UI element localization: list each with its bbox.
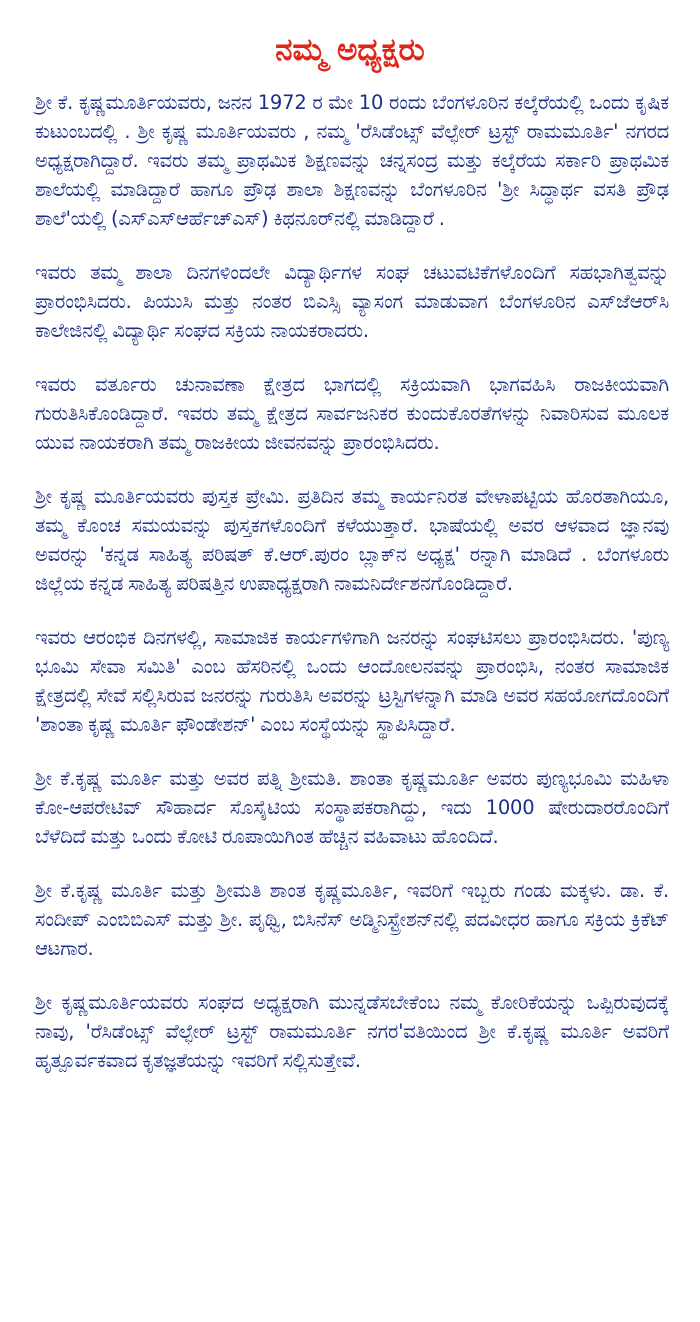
paragraph-birth-education: ಶ್ರೀ ಕೆ. ಕೃಷ್ಣಮೂರ್ತಿಯವರು, ಜನನ 1972 ರ ಮೇ 10 ರಂದು ಬೆಂಗಳೂರಿನ ಕಲ್ಕೆರೆಯಲ್ಲಿ ಒಂದು ಕೃಷಿಕ ಕುಟುಂಬದಲ್ಲಿ . ಶ್ರೀ ಕೃಷ್ಣ ಮೂರ್ತಿಯವರು , ನಮ್ಮ 'ರೆಸಿಡೆಂಟ್ಸ್ ವೆಲ್ಫೇರ್ ಟ್ರಸ್ಟ್ ರಾಮಮೂರ್ತಿ' ನಗರದ ಅಧ್ಯಕ್ಷರಾಗಿದ್ದಾರೆ. ಇವರು ತಮ್ಮ ಪ್ರಾಥಮಿಕ ಶಿಕ್ಷಣವನ್ನು ಚನ್ನಸಂದ್ರ ಮತ್ತು ಕಲ್ಕೆರೆಯ ಸರ್ಕಾರಿ ಪ್ರಾಥಮಿಕ ಶಾಲೆಯಲ್ಲಿ ಮಾಡಿದ್ದಾರೆ ಹಾಗೂ ಪ್ರೌಢ ಶಾಲಾ ಶಿಕ್ಷಣವನ್ನು ಬೆಂಗಳೂರಿನ 'ಶ್ರೀ ಸಿದ್ಧಾರ್ಥ ವಸತಿ ಪ್ರೌಢ ಶಾಲೆ'ಯಲ್ಲಿ (ಎಸ್ಎಸ್ಆರ್ಹೆಚ್ಎಸ್) ಕಿಥನೂರ್‌ನಲ್ಲಿ ಮಾಡಿದ್ದಾರೆ . [35, 91, 669, 230]
paragraph-student-union: ಇವರು ತಮ್ಮ ಶಾಲಾ ದಿನಗಳಿಂದಲೇ ವಿದ್ಯಾರ್ಥಿಗಳ ಸಂಘ ಚಟುವಟಿಕೆಗಳೊಂದಿಗೆ ಸಹಭಾಗಿತ್ವವನ್ನು ಪ್ರಾರಂಭಿಸಿದರು. ಪಿಯುಸಿ ಮತ್ತು ನಂತರ ಬಿಎಸ್ಸಿ ವ್ಯಾಸಂಗ ಮಾಡುವಾಗ ಬೆಂಗಳೂರಿನ ಎಸ್‌ಜೆಆರ್‌ಸಿ ಕಾಲೇಜಿನಲ್ಲಿ ವಿದ್ಯಾರ್ಥಿ ಸಂಘದ ಸಕ್ರಿಯ ನಾಯಕರಾದರು. [35, 261, 669, 342]
page-title: ನಮ್ಮ ಅಧ್ಯಕ್ಷರು [275, 32, 425, 68]
paragraph-family: ಶ್ರೀ ಕೆ.ಕೃಷ್ಣ ಮೂರ್ತಿ ಮತ್ತು ಶ್ರೀಮತಿ ಶಾಂತ ಕೃಷ್ಣಮೂರ್ತಿ, ಇವರಿಗೆ ಇಬ್ಬರು ಗಂಡು ಮಕ್ಕಳು. ಡಾ. ಕೆ. ಸಂದೀಪ್ ಎಂಬಿಬಿಎಸ್ ಮತ್ತು ಶ್ರೀ. ಪೃಥ್ವಿ, ಬಿಸಿನೆಸ್ ಅಡ್ಮಿನಿಸ್ಟ್ರೇಶನ್‌ನಲ್ಲಿ ಪದವೀಧರ ಹಾಗೂ ಸಕ್ರಿಯ ಕ್ರಿಕೆಟ್ ಆಟಗಾರ. [35, 879, 669, 960]
paragraph-politics: ಇವರು ವರ್ತೂರು ಚುನಾವಣಾ ಕ್ಷೇತ್ರದ ಭಾಗದಲ್ಲಿ ಸಕ್ರಿಯವಾಗಿ ಭಾಗವಹಿಸಿ ರಾಜಕೀಯವಾಗಿ ಗುರುತಿಸಿಕೊಂಡಿದ್ದಾರೆ. ಇವರು ತಮ್ಮ ಕ್ಷೇತ್ರದ ಸಾರ್ವಜನಿಕರ ಕುಂದುಕೊರತೆಗಳನ್ನು ನಿವಾರಿಸುವ ಮೂಲಕ ಯುವ ನಾಯಕರಾಗಿ ತಮ್ಮ ರಾಜಕೀಯ ಜೀವನವನ್ನು ಪ್ರಾರಂಭಿಸಿದರು. [35, 373, 669, 454]
paragraph-gratitude: ಶ್ರೀ ಕೃಷ್ಣಮೂರ್ತಿಯವರು ಸಂಘದ ಅಧ್ಯಕ್ಷರಾಗಿ ಮುನ್ನಡೆಸಬೇಕೆಂಬ ನಮ್ಮ ಕೋರಿಕೆಯನ್ನು ಒಪ್ಪಿರುವುದಕ್ಕೆ ನಾವು, 'ರೆಸಿಡೆಂಟ್ಸ್ ವೆಲ್ಫೇರ್ ಟ್ರಸ್ಟ್ ರಾಮಮೂರ್ತಿ ನಗರ'ವತಿಯಿಂದ ಶ್ರೀ ಕೆ.ಕೃಷ್ಣ ಮೂರ್ತಿ ಅವರಿಗೆ ಹೃತ್ಪೂರ್ವಕವಾದ ಕೃತಜ್ಞತೆಯನ್ನು ಇವರಿಗೆ ಸಲ್ಲಿಸುತ್ತೇವೆ. [35, 991, 669, 1072]
paragraph-book-lover: ಶ್ರೀ ಕೃಷ್ಣ ಮೂರ್ತಿಯವರು ಪುಸ್ತಕ ಪ್ರೇಮಿ. ಪ್ರತಿದಿನ ತಮ್ಮ ಕಾರ್ಯನಿರತ ವೇಳಾಪಟ್ಟಿಯ ಹೊರತಾಗಿಯೂ, ತಮ್ಮ ಕೊಂಚ ಸಮಯವನ್ನು ಪುಸ್ತಕಗಳೊಂದಿಗೆ ಕಳೆಯುತ್ತಾರೆ. ಭಾಷೆಯಲ್ಲಿ ಅವರ ಆಳವಾದ ಜ್ಞಾನವು ಅವರನ್ನು 'ಕನ್ನಡ ಸಾಹಿತ್ಯ ಪರಿಷತ್ ಕೆ.ಆರ್.ಪುರಂ ಬ್ಲಾಕ್‌ನ ಅಧ್ಯಕ್ಷ' ರನ್ನಾಗಿ ಮಾಡಿದೆ . ಬೆಂಗಳೂರು ಜಿಲ್ಲೆಯ ಕನ್ನಡ ಸಾಹಿತ್ಯ ಪರಿಷತ್ತಿನ ಉಪಾಧ್ಯಕ್ಷರಾಗಿ ನಾಮನಿರ್ದೇಶನಗೊಂಡಿದ್ದಾರೆ. [35, 485, 669, 595]
paragraph-social-work: ಇವರು ಆರಂಭಿಕ ದಿನಗಳಲ್ಲಿ, ಸಾಮಾಜಿಕ ಕಾರ್ಯಗಳಿಗಾಗಿ ಜನರನ್ನು ಸಂಘಟಿಸಲು ಪ್ರಾರಂಭಿಸಿದರು. 'ಪುಣ್ಯ ಭೂಮಿ ಸೇವಾ ಸಮಿತಿ' ಎಂಬ ಹೆಸರಿನಲ್ಲಿ ಒಂದು ಆಂದೋಲನವನ್ನು ಪ್ರಾರಂಭಿಸಿ, ನಂತರ ಸಾಮಾಜಿಕ ಕ್ಷೇತ್ರದಲ್ಲಿ ಸೇವೆ ಸಲ್ಲಿಸಿರುವ ಜನರನ್ನು ಗುರುತಿಸಿ ಅವರನ್ನು ಟ್ರಸ್ಟಿಗಳನ್ನಾಗಿ ಮಾಡಿ ಅವರ ಸಹಯೋಗದೊಂದಿಗೆ 'ಶಾಂತಾ ಕೃಷ್ಣ ಮೂರ್ತಿ ಫೌಂಡೇಶನ್' ಎಂಬ ಸಂಸ್ಥೆಯನ್ನು ಸ್ಥಾಪಿಸಿದ್ದಾರೆ. [35, 626, 669, 736]
paragraph-cooperative-society: ಶ್ರೀ ಕೆ.ಕೃಷ್ಣ ಮೂರ್ತಿ ಮತ್ತು ಅವರ ಪತ್ನಿ ಶ್ರೀಮತಿ. ಶಾಂತಾ ಕೃಷ್ಣಮೂರ್ತಿ ಅವರು ಪುಣ್ಯಭೂಮಿ ಮಹಿಳಾ ಕೋ-ಆಪರೇಟಿವ್ ಸೌಹಾರ್ದ ಸೊಸೈಟಿಯ ಸಂಸ್ಥಾಪಕರಾಗಿದ್ದು, ಇದು 1000 ಷೇರುದಾರರೊಂದಿಗೆ ಬೆಳೆದಿದೆ ಮತ್ತು ಒಂದು ಕೋಟಿ ರೂಪಾಯಿಗಿಂತ ಹೆಚ್ಚಿನ ವಹಿವಾಟು ಹೊಂದಿದೆ. [35, 767, 669, 848]
article-body [35, 88, 669, 1075]
